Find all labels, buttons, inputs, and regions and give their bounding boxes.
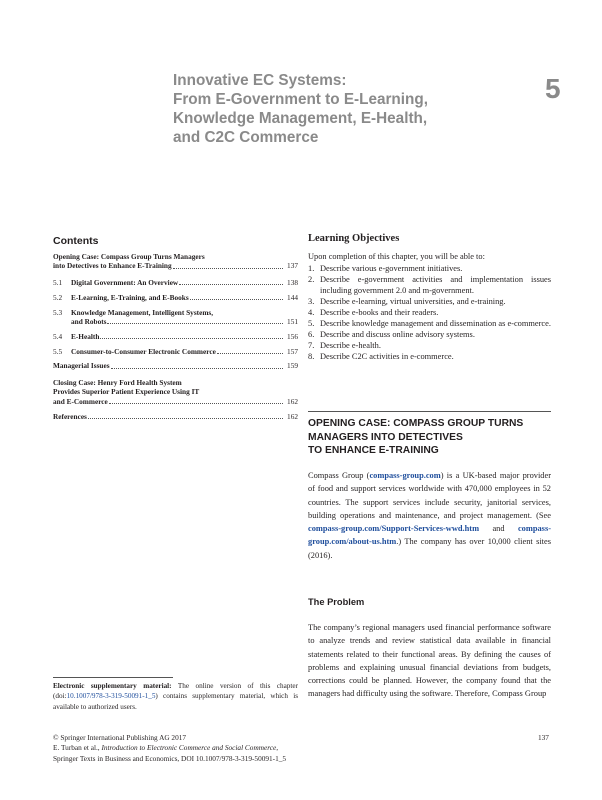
objective-item: [308, 318, 551, 329]
text-run: and: [479, 524, 518, 534]
objectives-heading: Learning Objectives: [308, 233, 400, 244]
toc-entry-closing-case[interactable]: [53, 378, 298, 406]
link-support-services[interactable]: compass-group.com/Support-Services-wwd.htm: [308, 524, 480, 534]
toc-page-number: 138: [287, 278, 298, 288]
objective-text: Describe C2C activities in e-commerce.: [320, 352, 454, 361]
toc-entry-5-3[interactable]: [53, 308, 298, 327]
objective-item: [308, 340, 551, 351]
toc-section-number: 5.1: [53, 278, 63, 288]
toc-entry-text: References: [53, 411, 87, 421]
toc-section-number: 5.5: [53, 346, 63, 356]
objective-text: Describe e-books and their readers.: [320, 308, 439, 317]
toc-entry-text: Consumer-to-Consumer Electronic Commerce: [71, 346, 216, 356]
toc-section-number: 5.2: [53, 292, 63, 302]
footnote-label: Electronic supplementary material:: [53, 682, 172, 690]
toc-entry-text: E-Health: [71, 331, 100, 341]
toc-page-number: 151: [287, 316, 298, 326]
toc-leader-dots: [109, 397, 283, 404]
toc-entry-opening-case[interactable]: [53, 252, 298, 271]
toc-leader-dots: [173, 262, 283, 269]
toc-entry-5-5[interactable]: [53, 347, 298, 356]
toc-page-number: 137: [287, 261, 298, 271]
citation-line: [53, 743, 553, 753]
toc-entry-managerial-issues[interactable]: [53, 361, 298, 370]
chapter-title-line: Knowledge Management, E-Health,: [173, 110, 428, 127]
toc-entry-text: and E-Commerce: [53, 396, 108, 406]
objective-number: 7.: [308, 341, 315, 350]
objective-item: [308, 351, 551, 362]
toc-leader-dots: [179, 278, 283, 285]
toc-page-number: 162: [287, 396, 298, 406]
toc-entry-text: E-Learning, E-Training, and E-Books: [71, 292, 189, 302]
objective-text: Describe and discuss online advisory systems.: [320, 330, 475, 339]
toc-entry-text: Closing Case: Henry Ford Health System: [53, 378, 182, 388]
learning-objectives: [308, 233, 551, 362]
heading-line: TO ENHANCE E-TRAINING: [308, 445, 439, 456]
toc-leader-dots: [190, 293, 283, 300]
toc-entry-text: Digital Government: An Overview: [71, 278, 179, 288]
objective-number: 3.: [308, 297, 315, 306]
toc-entry-references[interactable]: [53, 412, 298, 421]
objective-number: 4.: [308, 308, 315, 317]
objective-item: [308, 307, 551, 318]
chapter-title: [173, 71, 473, 147]
section-divider: [308, 411, 551, 412]
text-run: .) The company has over 10,000 client sites (2016).: [308, 537, 551, 560]
toc-section-number: 5.3: [53, 307, 63, 317]
toc-entry-text: Managerial Issues: [53, 361, 110, 371]
page-footer: [53, 733, 553, 764]
toc-entry-5-1[interactable]: [53, 278, 298, 287]
objective-number: 5.: [308, 319, 315, 328]
objective-text: Describe e-government activities and implementation issues including government 2.0 and m-government.: [320, 275, 551, 295]
link-compass-group[interactable]: compass-group.com: [369, 471, 441, 480]
objective-item: [308, 263, 551, 274]
toc-leader-dots: [217, 347, 283, 354]
text-run: ) contains supplementary material, which is available to authorized users.: [53, 692, 298, 711]
toc-page-number: 156: [287, 331, 298, 341]
series-line: Springer Texts in Business and Economics, DOI 10.1007/978-3-319-50091-1_5: [53, 753, 287, 763]
toc-entry-5-4[interactable]: [53, 332, 298, 341]
chapter-title-line: Innovative EC Systems:: [173, 72, 347, 89]
copyright-line: © Springer International Publishing AG 2017: [53, 733, 187, 742]
toc-page-number: 157: [287, 346, 298, 356]
objective-item: [308, 274, 551, 296]
toc-entry-text: Knowledge Management, Intelligent Systems,: [71, 307, 214, 317]
opening-case-paragraph: [308, 469, 551, 562]
objectives-intro: Upon completion of this chapter, you will be able to:: [308, 252, 485, 261]
toc-entry-text: Opening Case: Compass Group Turns Managers: [53, 252, 205, 261]
toc-entry-text: and Robots: [71, 316, 107, 326]
heading-line: OPENING CASE: COMPASS GROUP TURNS: [308, 418, 524, 429]
contents-heading: Contents: [53, 235, 99, 247]
objective-number: 2.: [308, 275, 315, 284]
toc-entry-text: Provides Superior Patient Experience Using IT: [53, 387, 200, 397]
toc-leader-dots: [111, 362, 283, 369]
toc-page-number: 144: [287, 292, 298, 302]
toc-leader-dots: [88, 412, 283, 419]
text-run: E. Turban et al.,: [53, 743, 102, 753]
objective-item: [308, 329, 551, 340]
table-of-contents: [53, 235, 298, 426]
objective-text: Describe knowledge management and dissemination as e-commerce.: [320, 319, 551, 328]
text-run: Compass Group (: [308, 471, 370, 480]
toc-leader-dots: [107, 317, 283, 324]
toc-section-number: 5.4: [53, 331, 63, 341]
toc-page-number: 162: [287, 411, 298, 421]
objective-number: 6.: [308, 330, 315, 339]
toc-page-number: 159: [287, 361, 298, 371]
footnote-divider: [53, 677, 173, 678]
text-run: ) is a UK-based major provider of food and support services worldwide with 470,000 employees in 52 countries. The support services include security, janitorial services, building operations and maintenance, and project management. (See: [308, 471, 551, 520]
objective-text: Describe e-learning, virtual universities, and e-training.: [320, 297, 506, 306]
text-run: The online version of this chapter (doi:: [53, 682, 298, 701]
heading-line: MANAGERS INTO DETECTIVES: [308, 431, 463, 443]
book-title: Introduction to Electronic Commerce and Social Commerce: [101, 743, 277, 753]
objective-text: Describe various e-government initiatives.: [320, 264, 463, 273]
opening-case-heading: [308, 417, 551, 458]
chapter-title-line: From E-Government to E-Learning,: [173, 91, 428, 108]
toc-leader-dots: [100, 332, 283, 339]
problem-heading: The Problem: [308, 597, 365, 607]
chapter-title-line: and C2C Commerce: [173, 129, 319, 146]
toc-entry-5-2[interactable]: [53, 293, 298, 302]
chapter-number: 5: [545, 73, 561, 104]
text-run: ,: [276, 743, 279, 753]
doi-link[interactable]: 10.1007/978-3-319-50091-1_5: [66, 692, 156, 701]
problem-paragraph: The company’s regional managers used financial performance software to analyze trends and review statistical data available in financial statements related to their functional areas. By defining the causes of problems and explaining unusual financial deviations from budgets, corrections could be planned. However, the company found that the managers had difficulty using the software. Therefore, Compass Group: [308, 623, 551, 699]
link-about-us[interactable]: compass-group.com/about-us.htm: [308, 524, 551, 547]
objective-text: Describe e-health.: [320, 341, 381, 350]
objective-number: 1.: [308, 264, 315, 273]
page-number: 137: [538, 733, 549, 742]
footnote: [53, 681, 298, 712]
toc-entry-text: into Detectives to Enhance E-Training: [53, 261, 172, 271]
objective-item: [308, 296, 551, 307]
objective-number: 8.: [308, 352, 315, 361]
